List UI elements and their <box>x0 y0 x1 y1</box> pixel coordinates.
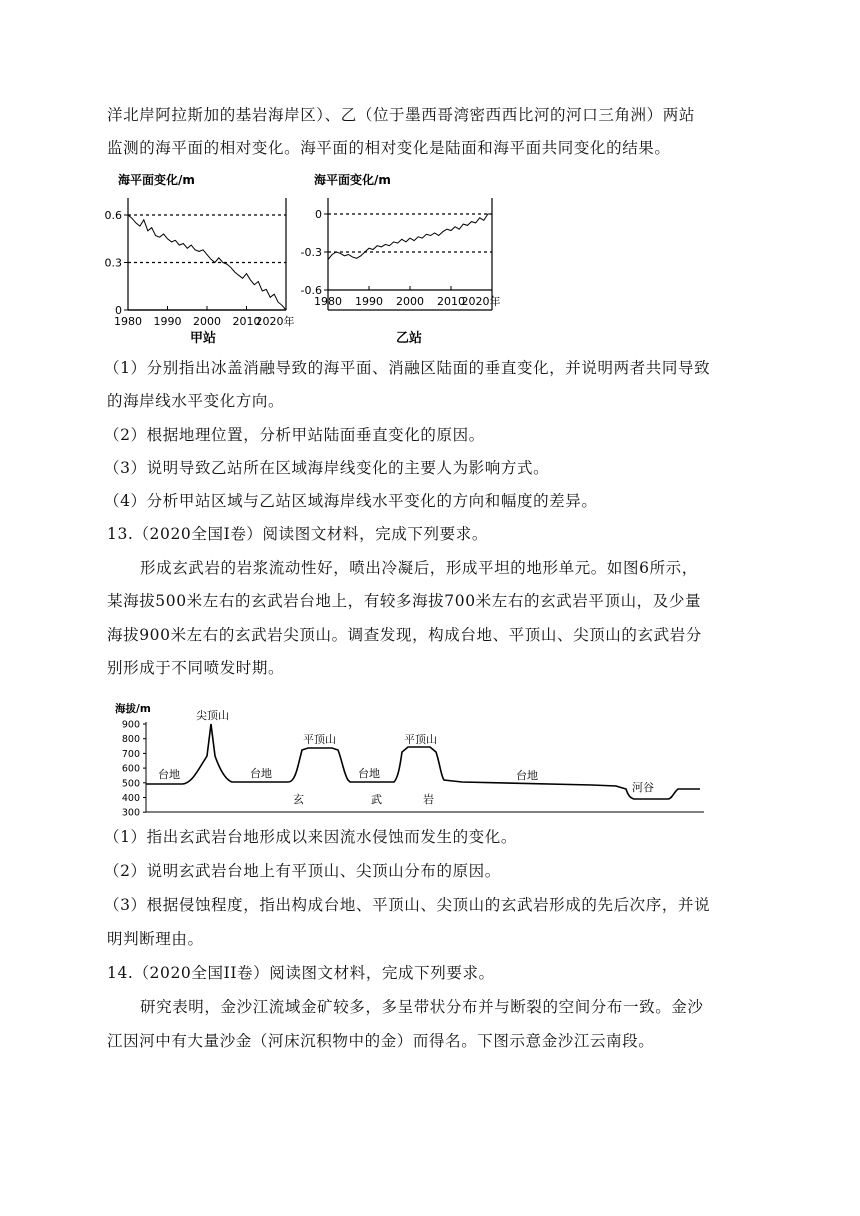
profile-diagram <box>112 700 712 820</box>
q14-p2: 江因河中有大量沙金（河床沉积物中的金）而得名。下图示意金沙江云南段。 <box>107 1032 655 1050</box>
yi-xtick-label-1: 1990 <box>355 295 383 308</box>
q14-p1: 研究表明，金沙江流域金矿较多，多呈带状分布并与断裂的空间分布一致。金沙 <box>140 998 704 1016</box>
label-taidi-2: 台地 <box>250 767 272 780</box>
q12-1a: （1）分别指出冰盖消融导致的海平面、消融区陆面的垂直变化，并说明两者共同导致 <box>104 359 711 377</box>
profile-ytick-label-3: 600 <box>121 763 140 775</box>
profile-ytick-label-5: 400 <box>121 793 140 804</box>
profile-ytick-label-4: 500 <box>121 778 140 790</box>
profile-ytick-label-1: 800 <box>121 734 140 746</box>
yi-ytick-label-0: 0 <box>315 208 322 221</box>
chart-yi <box>302 168 517 348</box>
profile-ytick-label-2: 700 <box>121 748 140 760</box>
profile-ylabel: 海拔/m <box>115 703 151 715</box>
q12-4: （4）分析甲站区域与乙站区域海岸线水平变化的方向和幅度的差异。 <box>104 492 598 510</box>
label-hegu: 河谷 <box>632 781 654 794</box>
q13-1: （1）指出玄武岩台地形成以来因流水侵蚀而发生的变化。 <box>104 828 517 846</box>
yi-xtick-label-2: 2000 <box>396 295 424 308</box>
jia-ytick-label-0: 0.6 <box>104 209 122 222</box>
jia-xtick-label-0: 1980 <box>114 315 142 328</box>
profile-ytick-label-6: 300 <box>121 807 140 819</box>
q12-1b: 的海岸线水平变化方向。 <box>107 392 285 410</box>
jia-xtick-label-3: 2010 <box>232 315 261 328</box>
chart-yi-title: 乙站 <box>396 331 423 346</box>
yi-ytick-label-1: -0.3 <box>300 246 322 259</box>
q13-2: （2）说明玄武岩台地上有平顶山、尖顶山分布的原因。 <box>104 862 501 880</box>
q14-heading: 14.（2020全国II卷）阅读图文材料，完成下列要求。 <box>107 964 495 982</box>
intro-line-1: 洋北岸阿拉斯加的基岩海岸区）、乙（位于墨西哥湾密西西比河的河口三角洲）两站 <box>107 106 695 124</box>
yi-xtick-label-4: 2020年 <box>461 295 501 308</box>
chart-jia-title: 甲站 <box>190 331 217 346</box>
jia-ytick-label-2: 0 <box>115 304 122 317</box>
label-pingding-2: 平顶山 <box>404 733 437 746</box>
chart-jia-ylabel: 海平面变化/m <box>118 173 195 187</box>
q13-3a: （3）根据侵蚀程度，指出构成台地、平顶山、尖顶山的玄武岩形成的先后次序，并说 <box>104 896 711 914</box>
jia-xtick-label-2: 2000 <box>193 315 221 328</box>
chart-jia <box>104 168 298 348</box>
label-taidi-3: 台地 <box>358 767 380 780</box>
q13-p2: 某海拔500米左右的玄武岩台地上，有较多海拔700米左右的玄武岩平顶山，及少量 <box>107 592 702 610</box>
profile-ytick-label-0: 900 <box>121 719 140 731</box>
chart-yi-frame <box>328 198 492 310</box>
q13-3b: 明判断理由。 <box>107 930 204 948</box>
label-yan: 岩 <box>423 793 434 806</box>
yi-xtick-label-0: 1980 <box>314 295 342 308</box>
label-taidi-4: 台地 <box>516 769 538 782</box>
chart-yi-ylabel: 海平面变化/m <box>314 173 391 187</box>
q13-p4: 别形成于不同喷发时期。 <box>107 659 285 677</box>
q13-heading: 13.（2020全国I卷）阅读图文材料，完成下列要求。 <box>107 525 488 543</box>
q12-2: （2）根据地理位置，分析甲站陆面垂直变化的原因。 <box>104 426 485 444</box>
q13-p1: 形成玄武岩的岩浆流动性好，喷出冷凝后，形成平坦的地形单元。如图6所示， <box>140 559 698 577</box>
jia-ytick-label-1: 0.3 <box>104 256 122 270</box>
label-jianding: 尖顶山 <box>196 709 229 722</box>
chart-yi-series-line <box>328 214 492 260</box>
label-xuan: 玄 <box>293 793 304 806</box>
jia-xtick-label-4: 2020年 <box>255 315 295 328</box>
intro-line-2: 监测的海平面的相对变化。海平面的相对变化是陆面和海平面共同变化的结果。 <box>107 139 671 157</box>
label-wu: 武 <box>371 793 382 806</box>
yi-xtick-label-3: 2010 <box>437 295 465 308</box>
q13-p3: 海拔900米左右的玄武岩尖顶山。调查发现，构成台地、平顶山、尖顶山的玄武岩分 <box>107 626 702 644</box>
label-pingding-1: 平顶山 <box>303 733 336 746</box>
jia-xtick-label-1: 1990 <box>153 315 182 328</box>
yi-ytick-label-2: -0.6 <box>300 284 322 297</box>
label-taidi-1: 台地 <box>158 768 180 781</box>
q12-3: （3）说明导致乙站所在区域海岸线变化的主要人为影响方式。 <box>104 459 550 477</box>
